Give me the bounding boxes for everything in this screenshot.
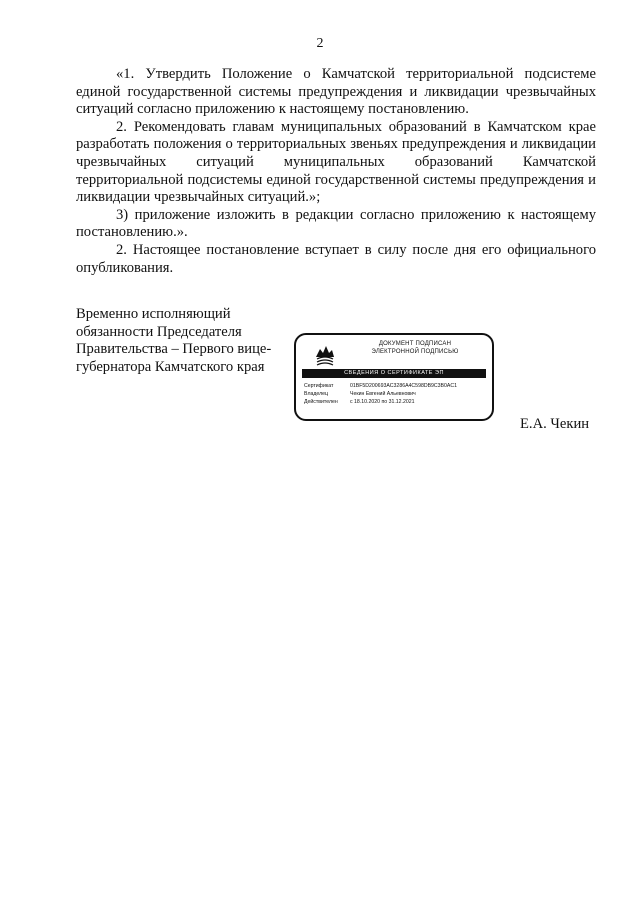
stamp-row-label: Владелец xyxy=(304,391,328,397)
paragraph-3: 3) приложение изложить в редакции согласно приложению к настоящему постановлению.». xyxy=(76,206,596,241)
stamp-row-owner xyxy=(304,390,488,398)
paragraph-1: «1. Утвердить Положение о Камчатской территориальной подсистеме единой государственной системы предупреждения и ликвидации чрезвычайных ситуаций согласно приложению к настоящему постановлению. xyxy=(76,66,596,118)
coat-of-arms-icon xyxy=(314,343,336,367)
document-body xyxy=(76,66,596,277)
stamp-row-value: 01BF5D200693AC3286A4C598DB9C3B0AC1 xyxy=(350,383,457,389)
stamp-heading xyxy=(340,340,490,356)
signer-title-line: Правительства – Первого вице- xyxy=(76,341,272,358)
stamp-row-value: Чекин Евгений Альевнович xyxy=(350,391,416,397)
stamp-certificate-bar: СВЕДЕНИЯ О СЕРТИФИКАТЕ ЭП xyxy=(302,369,486,378)
stamp-heading-line: ЭЛЕКТРОННОЙ ПОДПИСЬЮ xyxy=(371,349,459,355)
page-number: 2 xyxy=(316,36,324,51)
stamp-details xyxy=(304,382,488,406)
stamp-row-label: Сертификат xyxy=(304,383,334,389)
signer-title xyxy=(76,306,276,376)
signer-title-line: Временно исполняющий xyxy=(76,306,231,322)
electronic-signature-stamp xyxy=(294,333,494,421)
stamp-row-validity xyxy=(304,398,488,406)
signer-title-line: губернатора Камчатского края xyxy=(76,358,265,375)
stamp-row-label: Действителен xyxy=(304,399,338,405)
signer-title-line: обязанности Председателя xyxy=(76,323,242,340)
signatory-name: Е.А. Чекин xyxy=(520,416,590,432)
stamp-row-certificate xyxy=(304,382,488,390)
paragraph-4: 2. Настоящее постановление вступает в силу после дня его официального опубликования. xyxy=(76,241,596,276)
stamp-heading-line: ДОКУМЕНТ ПОДПИСАН xyxy=(378,341,452,347)
paragraph-2: 2. Рекомендовать главам муниципальных образований в Камчатском крае разработать положения о территориальных звеньях предупреждения и ликвидации чрезвычайных ситуаций муниципальных образований Камчатской территориальной подсистемы единой государственной системы предупреждения и ликвидации чрезвычайных ситуаций.»; xyxy=(76,118,596,206)
stamp-row-value: с 18.10.2020 по 31.12.2021 xyxy=(350,399,415,405)
